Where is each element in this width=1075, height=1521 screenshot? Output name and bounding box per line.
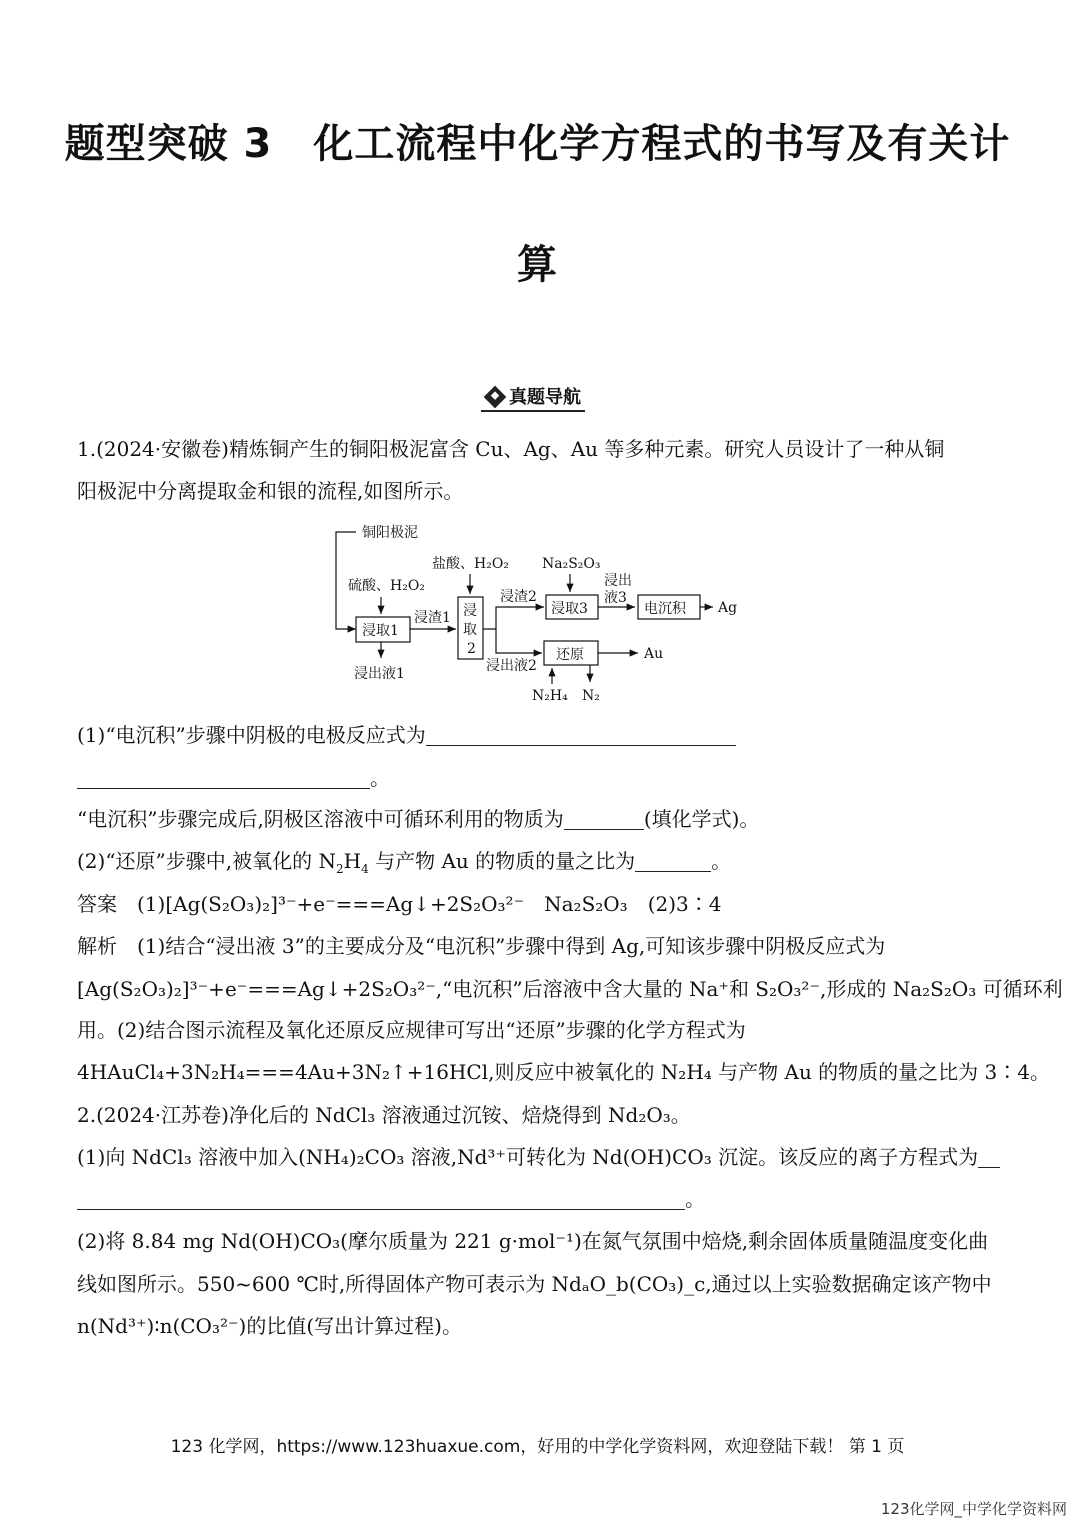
flow-product-au: Au bbox=[644, 646, 664, 662]
answer-blank[interactable] bbox=[978, 1147, 1000, 1168]
page-footer: 123 化学网，https://www.123huaxue.com，好用的中学化学资料网，欢迎登陆下载！ 第 1 页 bbox=[170, 1437, 905, 1457]
q1-part1-line3 bbox=[77, 806, 759, 832]
q1-part2-text2: 与产物 Au 的物质的量之比为 bbox=[368, 849, 636, 873]
analysis-line1 bbox=[77, 933, 885, 959]
flow-step2-char3: 2 bbox=[467, 641, 476, 657]
flow-diagram bbox=[320, 518, 760, 708]
flow-product-ag: Ag bbox=[718, 600, 738, 616]
q1-part1-recycle-hint: (填化学式)。 bbox=[643, 807, 760, 831]
page-title-continued: 算 bbox=[517, 242, 558, 288]
watermark: 123化学网_中学化学资料网 bbox=[880, 1500, 1067, 1518]
flow-step3-label: 浸取3 bbox=[551, 601, 588, 617]
analysis-line3: 用。(2)结合图示流程及氧化还原反应规律可写出“还原”步骤的化学方程式为 bbox=[77, 1018, 746, 1042]
q2-stem: 2.(2024·江苏卷)净化后的 NdCl₃ 溶液通过沉铵、焙烧得到 Nd₂O₃。 bbox=[77, 1103, 691, 1127]
q1-part1-end: 。 bbox=[370, 766, 390, 790]
q1-part2-end: 。 bbox=[711, 849, 732, 873]
flow-reagent1: 硫酸、H₂O₂ bbox=[348, 578, 425, 594]
q1-part2-line: (2)“还原”步骤中,被氧化的 $N_2H_4$ 与产物 Au 的物质的量之比为 。 bbox=[77, 849, 732, 876]
q1-part1-recycle-text: “电沉积”步骤完成后,阴极区溶液中可循环利用的物质为 bbox=[77, 807, 564, 831]
answer-blank[interactable] bbox=[77, 1189, 685, 1210]
q2-part2-line1: (2)将 8.84 mg Nd(OH)CO₃(摩尔质量为 221 g·mol⁻¹)在氮气氛围中焙烧,剩余固体质量随温度变化曲 bbox=[77, 1229, 989, 1253]
section-header bbox=[481, 386, 585, 412]
q1-part1-text: (1)“电沉积”步骤中阴极的电极反应式为 bbox=[77, 723, 426, 747]
analysis-label: 解析 bbox=[77, 934, 117, 958]
analysis-line4: 4HAuCl₄+3N₂H₄===4Au+3N₂↑+16HCl,则反应中被氧化的 N₂H₄ 与产物 Au 的物质的量之比为 3∶4。 bbox=[77, 1060, 1050, 1084]
flow-step4-label: 电沉积 bbox=[644, 601, 686, 617]
section-header-label: 真题导航 bbox=[509, 387, 581, 408]
q1-part2-formula: H bbox=[343, 849, 362, 873]
flow-source-label: 铜阳极泥 bbox=[362, 525, 418, 541]
analysis-text1: (1)结合“浸出液 3”的主要成分及“电沉积”步骤中得到 Ag,可知该步骤中阴极反应式为 bbox=[137, 934, 886, 958]
flow-step1-label: 浸取1 bbox=[362, 623, 399, 639]
flow-arrow2-label: 浸渣2 bbox=[500, 589, 537, 605]
flow-arrow5 bbox=[496, 629, 542, 653]
q2-part2-line2: 线如图所示。550~600 ℃时,所得固体产物可表示为 NdₐO_b(CO₃)_c,通过以上实验数据确定该产物中 bbox=[77, 1272, 992, 1296]
q1-stem-line2: 阳极泥中分离提取金和银的流程,如图所示。 bbox=[77, 479, 464, 503]
page-title: 题型突破 3 化工流程中化学方程式的书写及有关计 bbox=[64, 121, 1011, 167]
flow-out-n2: N₂ bbox=[582, 688, 600, 704]
flow-reagent2: 盐酸、H₂O₂ bbox=[432, 556, 509, 572]
q1-part1-line1 bbox=[77, 722, 736, 748]
q2-part1-line2 bbox=[77, 1186, 705, 1212]
answer-blank[interactable] bbox=[426, 725, 736, 746]
answer-blank[interactable] bbox=[564, 809, 644, 830]
answer-label: 答案 bbox=[77, 892, 117, 916]
flow-out1-label: 浸出液1 bbox=[354, 666, 405, 682]
flow-in-n2h4: N₂H₄ bbox=[532, 688, 568, 704]
flow-arrow1-label: 浸渣1 bbox=[414, 610, 451, 626]
flow-reagent3: Na₂S₂O₃ bbox=[542, 556, 601, 572]
q2-part1-text: (1)向 NdCl₃ 溶液中加入(NH₄)₂CO₃ 溶液,Nd³⁺可转化为 Nd(OH)CO₃ 沉淀。该反应的离子方程式为 bbox=[77, 1145, 979, 1169]
answer-blank[interactable] bbox=[635, 851, 711, 872]
q1-stem-line1: 1.(2024·安徽卷)精炼铜产生的铜阳极泥富含 Cu、Ag、Au 等多种元素。研究人员设计了一种从铜 bbox=[77, 437, 945, 461]
analysis-line2: [Ag(S₂O₃)₂]³⁻+e⁻===Ag↓+2S₂O₃²⁻,“电沉积”后溶液中含大量的 Na⁺和 S₂O₃²⁻,形成的 Na₂S₂O₃ 可循环利 bbox=[77, 977, 1063, 1001]
flow-arrow3-label1: 浸出 bbox=[604, 573, 632, 589]
flow-arrow3-label2: 液3 bbox=[604, 590, 627, 606]
flow-arrow2 bbox=[483, 607, 544, 629]
flow-step2-char2: 取 bbox=[463, 622, 477, 638]
diamond-icon bbox=[484, 386, 507, 409]
answer-blank[interactable] bbox=[77, 768, 370, 789]
flow-step2-char1: 浸 bbox=[463, 603, 477, 619]
flow-step5-label: 还原 bbox=[556, 647, 584, 663]
answer-text: (1)[Ag(S₂O₃)₂]³⁻+e⁻===Ag↓+2S₂O₃²⁻ Na₂S₂O₃ (2)3∶4 bbox=[137, 892, 722, 916]
q2-part1-end: 。 bbox=[685, 1187, 705, 1211]
q1-part2-text: (2)“还原”步骤中,被氧化的 N bbox=[77, 849, 336, 873]
q2-part1-line1 bbox=[77, 1144, 1000, 1170]
flow-arrow5-label: 浸出液2 bbox=[486, 658, 537, 674]
answer-line bbox=[77, 891, 721, 917]
q1-part1-line2 bbox=[77, 765, 390, 791]
q2-part2-line3: n(Nd³⁺)∶n(CO₃²⁻)的比值(写出计算过程)。 bbox=[77, 1314, 462, 1338]
